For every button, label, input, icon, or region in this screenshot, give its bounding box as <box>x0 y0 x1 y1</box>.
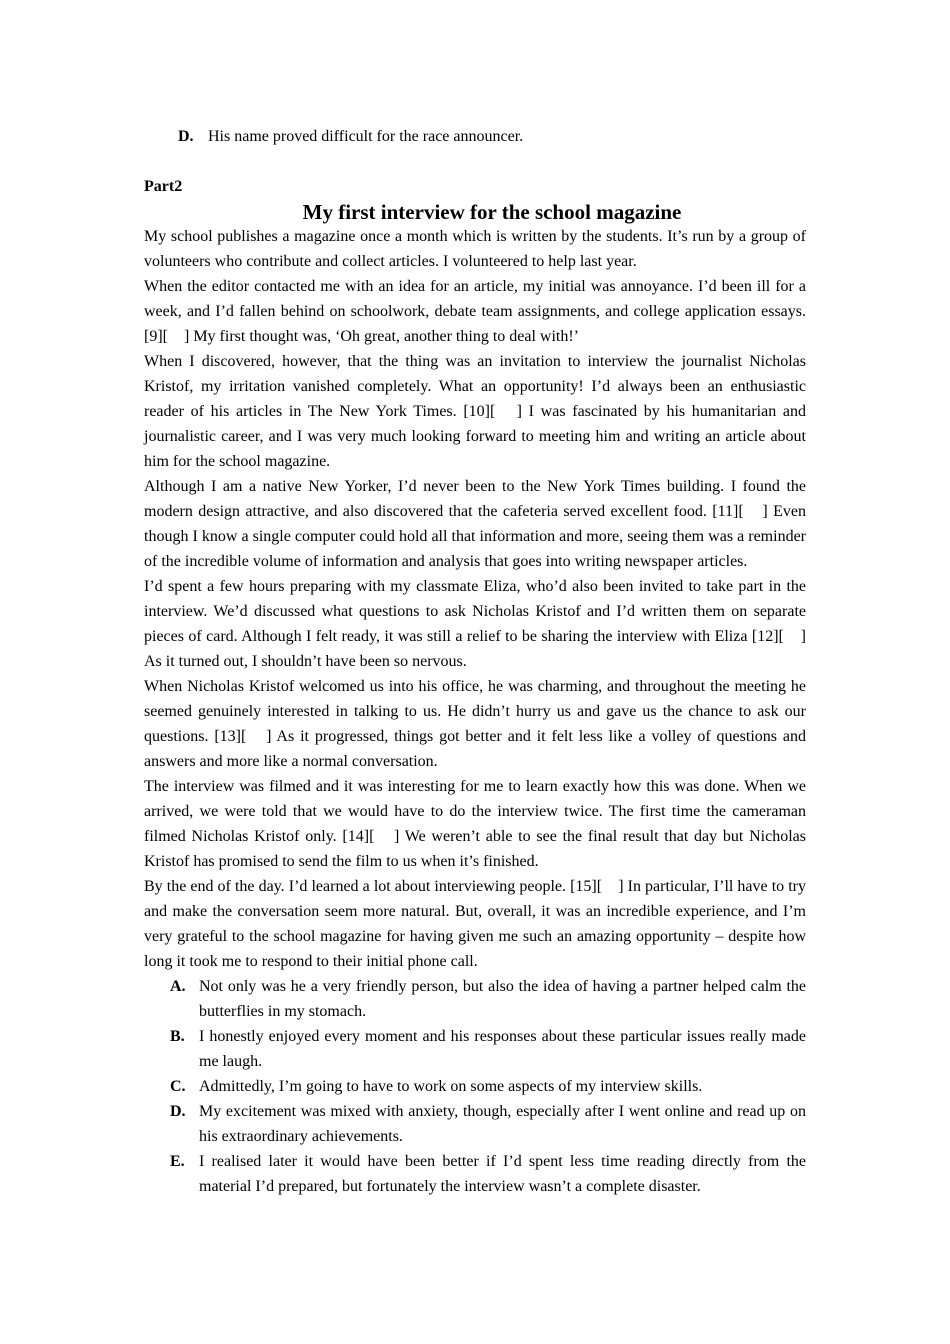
option-c <box>170 1074 806 1099</box>
paragraph: I’d spent a few hours preparing with my classmate Eliza, who’d also been invited to take part in the interview. We’d discussed what questions to ask Nicholas Kristof and I’d written them on separate pieces of card. Although I felt ready, it was still a relief to be sharing the interview with Eliza [12][ ] As it turned out, I shouldn’t have been so nervous. <box>144 578 806 670</box>
article-title: My first interview for the school magazine <box>302 200 682 224</box>
option-letter: D. <box>178 128 194 145</box>
option-letter: D. <box>170 1103 186 1120</box>
option-letter: A. <box>170 978 186 995</box>
option-letter: C. <box>170 1078 186 1095</box>
option-letter: E. <box>170 1153 185 1170</box>
paragraph: The interview was filmed and it was interesting for me to learn exactly how this was done. When we arrived, we were told that we would have to do the interview twice. The first time the cameraman filmed Nicholas Kristof only. [14][ ] We weren’t able to see the final result that day but Nicholas Kristof has promised to send the film to us when it’s finished. <box>144 778 806 870</box>
option-text: Not only was he a very friendly person, but also the idea of having a partner helped calm the butterflies in my stomach. <box>199 978 806 1020</box>
paragraph: By the end of the day. I’d learned a lot about interviewing people. [15][ ] In particular, I’ll have to try and make the conversation seem more natural. But, overall, it was an incredible experience, and I’m very grateful to the school magazine for having given me such an amazing opportunity – despite how long it took me to respond to their initial phone call. <box>144 878 806 970</box>
option-letter: B. <box>170 1028 185 1045</box>
part-label: Part2 <box>144 178 183 195</box>
previous-question-option-d <box>178 124 523 149</box>
option-a <box>170 974 806 1024</box>
option-d <box>170 1099 806 1149</box>
paragraph: When the editor contacted me with an idea for an article, my initial was annoyance. I’d been ill for a week, and I’d fallen behind on schoolwork, debate team assignments, and college application essays. [9][ ] My first thought was, ‘Oh great, another thing to deal with!’ <box>144 278 806 345</box>
paragraph: When Nicholas Kristof welcomed us into his office, he was charming, and throughout the meeting he seemed genuinely interested in talking to us. He didn’t hurry us and gave us the chance to ask our questions. [13][ ] As it progressed, things got better and it felt less like a volley of questions and answers and more like a normal conversation. <box>144 678 806 770</box>
article-body <box>144 224 806 1199</box>
paragraph: My school publishes a magazine once a month which is written by the students. It’s run by a group of volunteers who contribute and collect articles. I volunteered to help last year. <box>144 228 806 270</box>
paragraph: When I discovered, however, that the thing was an invitation to interview the journalist Nicholas Kristof, my irritation vanished completely. What an opportunity! I’d always been an enthusiastic reader of his articles in The New York Times. [10][ ] I was fascinated by his humanitarian and journalistic career, and I was very much looking forward to meeting him and writing an article about him for the school magazine. <box>144 353 806 470</box>
answer-options <box>144 974 806 1199</box>
option-text: I realised later it would have been better if I’d spent less time reading directly from the material I’d prepared, but fortunately the interview wasn’t a complete disaster. <box>199 1153 806 1195</box>
option-text: I honestly enjoyed every moment and his responses about these particular issues really made me laugh. <box>199 1028 806 1070</box>
paragraph: Although I am a native New Yorker, I’d never been to the New York Times building. I found the modern design attractive, and also discovered that the cafeteria served excellent food. [11][ ] Even though I know a single computer could hold all that information and more, seeing them was a reminder of the incredible volume of information and analysis that goes into writing newspaper articles. <box>144 478 806 570</box>
option-text: My excitement was mixed with anxiety, though, especially after I went online and read up on his extraordinary achievements. <box>199 1103 806 1145</box>
option-b <box>170 1024 806 1074</box>
option-e <box>170 1149 806 1199</box>
option-text: Admittedly, I’m going to have to work on some aspects of my interview skills. <box>199 1078 703 1095</box>
option-text: His name proved difficult for the race announcer. <box>208 128 524 145</box>
